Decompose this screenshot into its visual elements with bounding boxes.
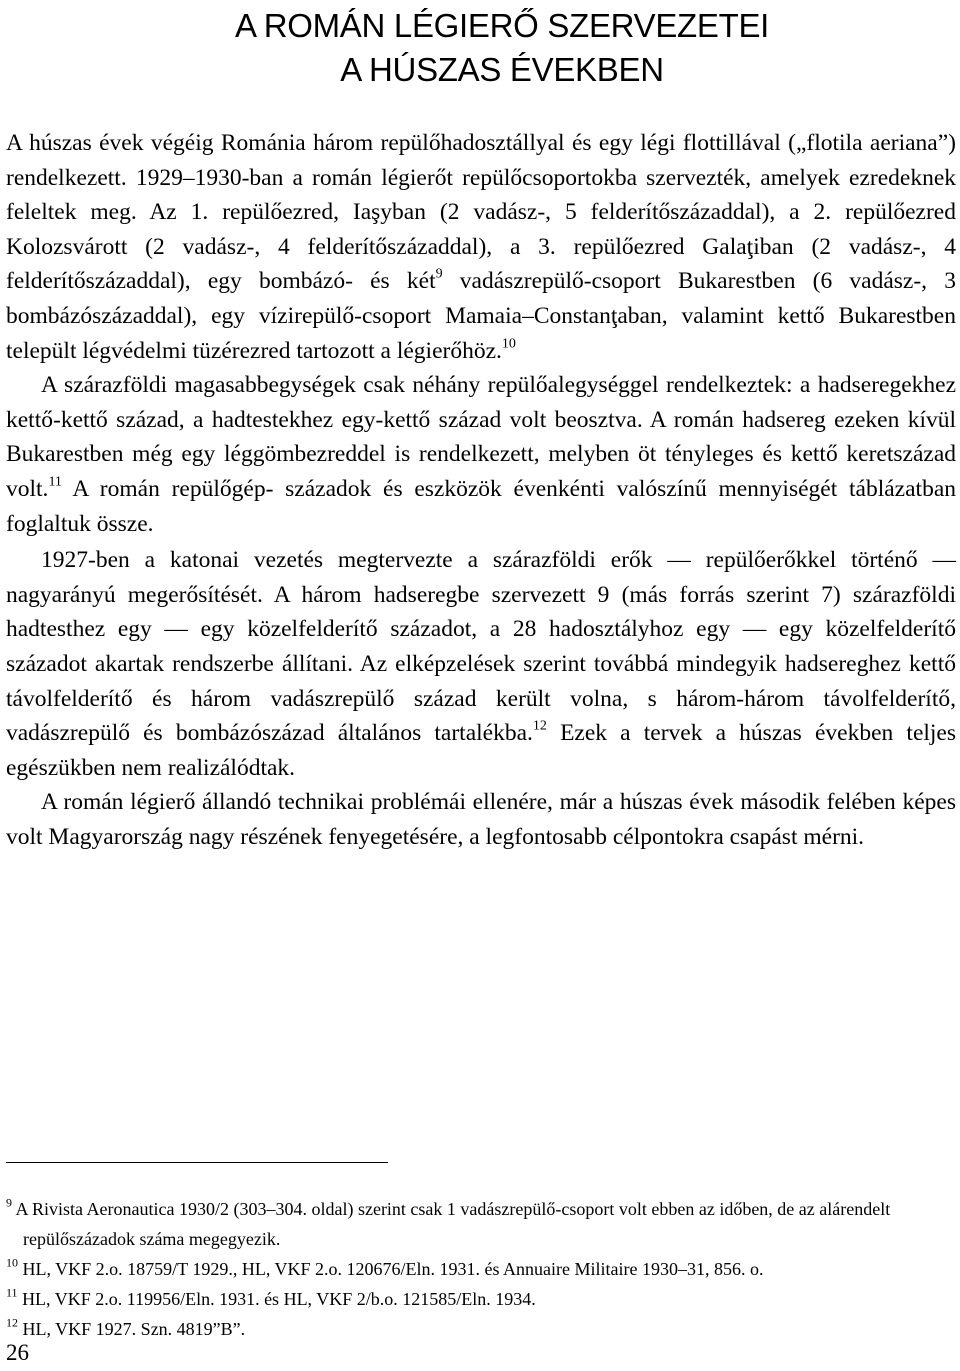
footnote-12	[6, 1314, 956, 1344]
paragraph-3-text-b: Ezek a tervek a húszas években teljes egészükben nem realizálódtak.	[6, 720, 957, 781]
footnote-ref-12: 12	[532, 718, 547, 734]
paragraph-4	[6, 785, 956, 854]
paragraph-4-text: A román légierő állandó technikai problémái ellenére, már a húszas évek második felében képes volt Magyarország nagy részének fenyegetésére, a legfontosabb célpontokra csapást mérni.	[6, 789, 956, 850]
page-title-line-1: A ROMÁN LÉGIERŐ SZERVEZETEI	[234, 7, 770, 44]
footnote-ref-11: 11	[48, 474, 62, 490]
paragraph-2-text-b: A román repülőgép- századok és eszközök évenkénti valószínű mennyiségét táblázatban foglaltuk össze.	[6, 475, 956, 537]
footnote-text: HL, VKF 2.o. 119956/Eln. 1931. és HL, VKF 2/b.o. 121585/Eln. 1934.	[17, 1289, 536, 1309]
paragraph-3-text-a: 1927-ben a katonai vezetés megtervezte a szárazföldi erők — repülőerőkkel történő — nagyarányú megerősítését. A három hadseregbe szervezett 9 (más forrás szerint 7) szárazföldi hadtesthez egy — egy közelfelderítő századot, a 28 hadosztályhoz egy — egy közelfelderítő századot akartak rendszerbe állítani. Az elképzelések szerint továbbá mindegyik hadsereghez kettő távolfelderítő és három vadászrepülő század került volna, s három-három távolfelderítő, vadászrepülő és bombázószázad általános tartalékba.	[6, 547, 956, 747]
footnote-ref-10: 10	[501, 336, 516, 352]
footnote-10	[6, 1254, 956, 1284]
page-number: 26	[6, 1340, 29, 1365]
footnote-text: HL, VKF 1927. Szn. 4819”B”.	[18, 1319, 246, 1339]
paragraph-2	[6, 368, 956, 541]
footnote-divider	[6, 1162, 388, 1163]
footnotes	[6, 1194, 956, 1344]
paragraph-3	[6, 543, 956, 785]
footnote-9	[6, 1194, 956, 1254]
footnote-number: 12	[6, 1315, 18, 1330]
paragraph-1-text-a: A húszas évek végéig Románia három repülőhadosztállyal és egy légi flottillával („flotila aeriana”) rendelkezett. 1929–1930-ban a román légierőt repülőcsoportokba szervezték, amelyek ezredeknek feleltek meg. Az 1. repülőezred, Iaşyban (2 vadász-, 5 felderítőszázaddal), a 2. repülőezred Kolozsvárott (2 vadász-, 4 felderítőszázaddal), a 3. repülőezred Galaţiban (2 vadász-, 4 felderítőszázaddal), egy bombázó- és két	[6, 130, 956, 295]
footnote-number: 11	[6, 1285, 18, 1300]
footnote-text: A Rivista Aeronautica 1930/2 (303–304. oldal) szerint csak 1 vadászrepülő-csoport volt ebben az időben, de az alárendelt repülőszázadok száma megegyezik.	[12, 1199, 891, 1249]
page-title-line-2: A HÚSZAS ÉVEKBEN	[340, 51, 664, 88]
footnote-ref-9: 9	[435, 266, 443, 282]
paragraph-1	[6, 126, 956, 368]
footnote-text: HL, VKF 2.o. 18759/T 1929., HL, VKF 2.o. 120676/Eln. 1931. és Annuaire Militaire 1930–31, 856. o.	[18, 1259, 764, 1279]
paragraph-2-text-a: A szárazföldi magasabbegységek csak néhány repülőalegységgel rendelkeztek: a hadseregekhez kettő-kettő század, a hadtestekhez egy-kettő század volt beosztva. A román hadsereg ezeken kívül Bukarestben még egy léggömbezreddel is rendelkezett, melyben öt tényleges és kettő keretszázad volt.	[6, 372, 956, 502]
footnote-number: 9	[6, 1195, 12, 1210]
footnote-11	[6, 1284, 956, 1314]
footnote-number: 10	[6, 1255, 18, 1270]
paragraph-1-text-b: vadászrepülő-csoport Bukarestben (6 vadász-, 3 bombázószázaddal), egy vízirepülő-csoport Mamaia–Constanţaban, valamint kettő Bukarestben települt légvédelmi tüzérezred tartozott a légierőhöz.	[6, 268, 957, 364]
body-text	[6, 126, 956, 854]
